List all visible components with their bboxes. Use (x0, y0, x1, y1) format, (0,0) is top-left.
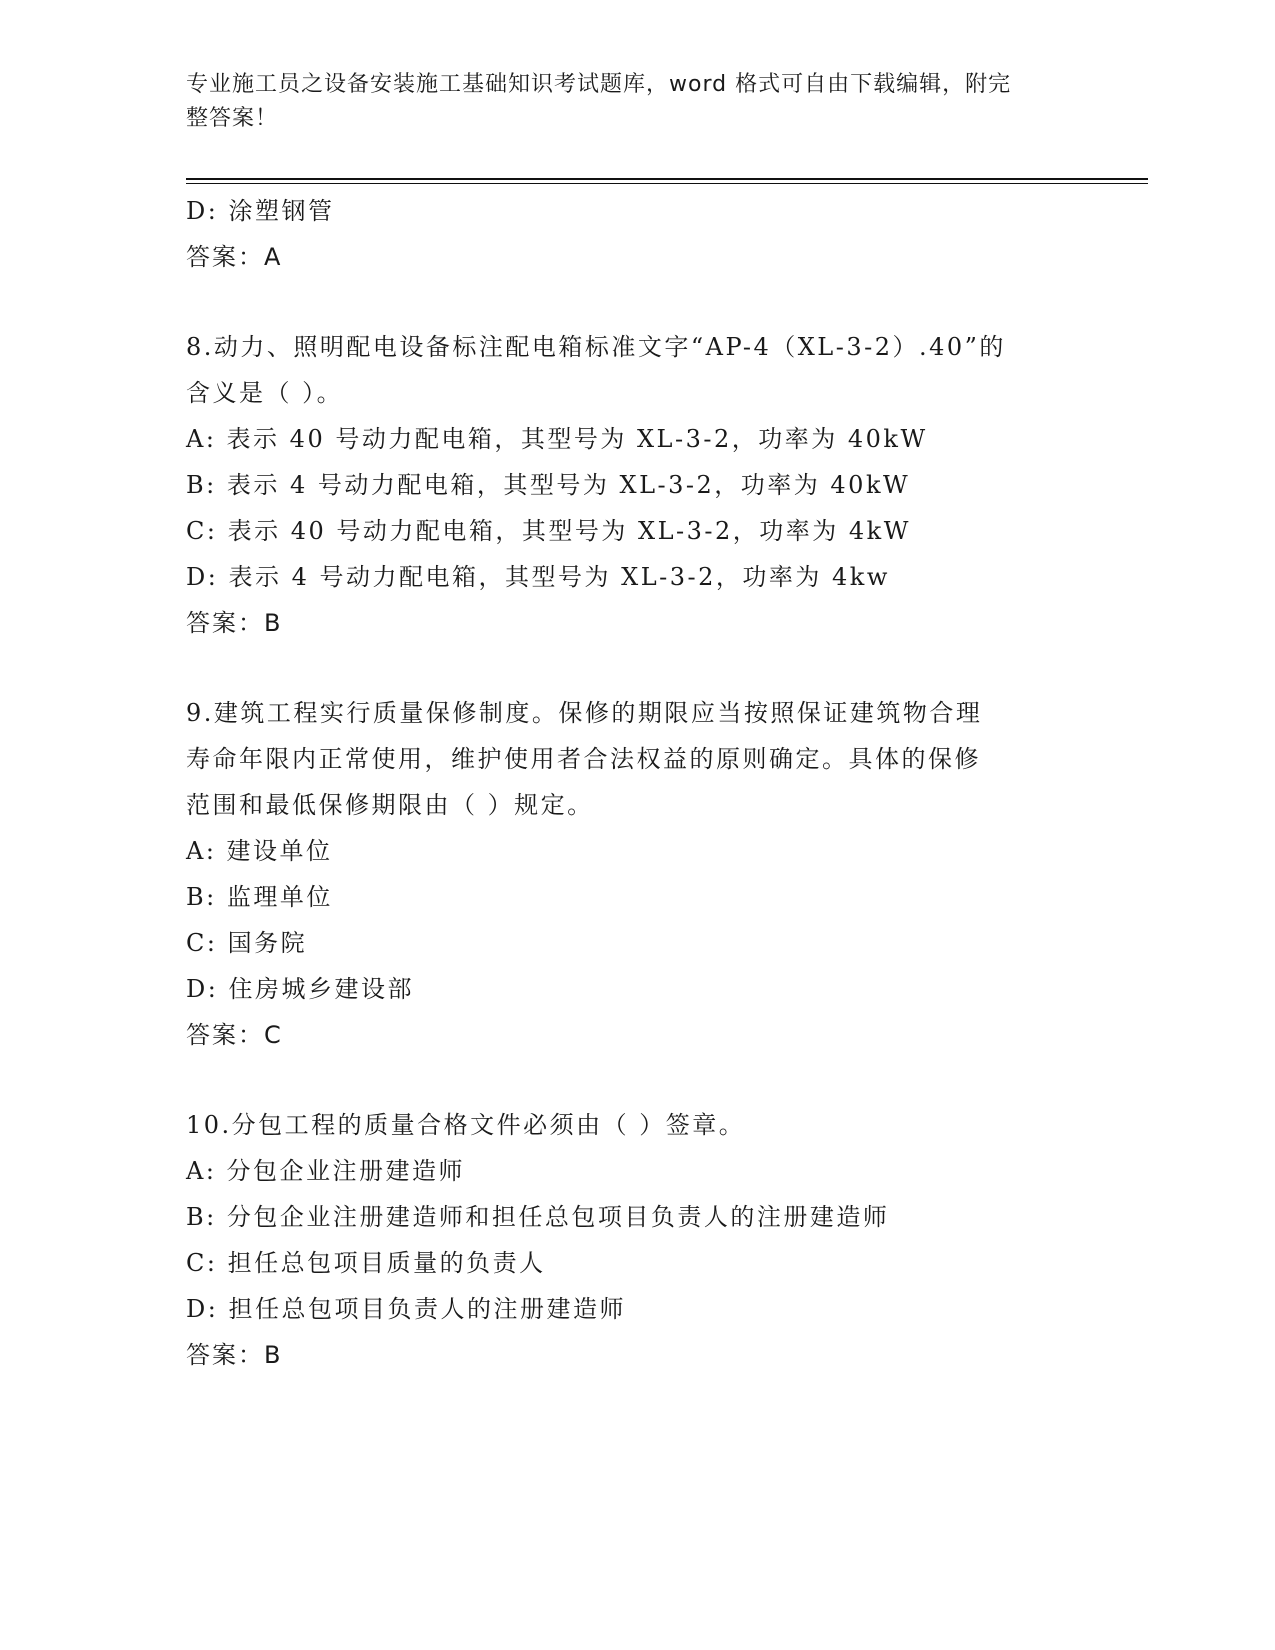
option-a: A: 建设单位 (186, 837, 333, 865)
question-stem (186, 324, 1086, 416)
answer: 答案：B (186, 609, 283, 637)
question-stem (186, 1102, 1086, 1148)
question-8 (186, 324, 1086, 646)
header-divider-thin (186, 183, 1148, 184)
answer-carryover: 答案：A (186, 243, 283, 271)
option-c: C: 国务院 (186, 929, 308, 957)
option-c: C: 表示 40 号动力配电箱，其型号为 XL-3-2，功率为 4kW (186, 517, 911, 545)
stem-line: 10.分包工程的质量合格文件必须由（ ）签章。 (186, 1111, 746, 1139)
answer: 答案：B (186, 1341, 283, 1369)
stem-line: 寿命年限内正常使用，维护使用者合法权益的原则确定。具体的保修 (186, 745, 981, 773)
option-b: B: 表示 4 号动力配电箱，其型号为 XL-3-2，功率为 40kW (186, 471, 911, 499)
option-d: D: 住房城乡建设部 (186, 975, 414, 1003)
option-a: A: 分包企业注册建造师 (186, 1157, 466, 1185)
stem-line: 范围和最低保修期限由（ ）规定。 (186, 791, 594, 819)
page-header (186, 68, 1066, 136)
question-10 (186, 1102, 1086, 1378)
option-a: A: 表示 40 号动力配电箱，其型号为 XL-3-2，功率为 40kW (186, 425, 928, 453)
answer: 答案：C (186, 1021, 283, 1049)
question-stem (186, 690, 1086, 828)
option-b: B: 分包企业注册建造师和担任总包项目负责人的注册建造师 (186, 1203, 890, 1231)
option-b: B: 监理单位 (186, 883, 333, 911)
option-d: D: 担任总包项目负责人的注册建造师 (186, 1295, 626, 1323)
stem-line: 8.动力、照明配电设备标注配电箱标准文字“AP-4（XL-3-2）.40”的 (186, 333, 1006, 361)
option-d: D: 表示 4 号动力配电箱，其型号为 XL-3-2，功率为 4kw (186, 563, 890, 591)
header-line-1: 专业施工员之设备安装施工基础知识考试题库，word 格式可自由下载编辑，附完 (186, 72, 1012, 97)
stem-line: 9.建筑工程实行质量保修制度。保修的期限应当按照保证建筑物合理 (186, 699, 983, 727)
option-d-carryover: D: 涂塑钢管 (186, 197, 335, 225)
option-c: C: 担任总包项目质量的负责人 (186, 1249, 546, 1277)
question-9 (186, 690, 1086, 1058)
header-divider-thick (186, 178, 1148, 180)
stem-line: 含义是（ ）。 (186, 379, 344, 407)
header-line-2: 整答案！ (186, 106, 279, 131)
document-body (186, 188, 1086, 1378)
